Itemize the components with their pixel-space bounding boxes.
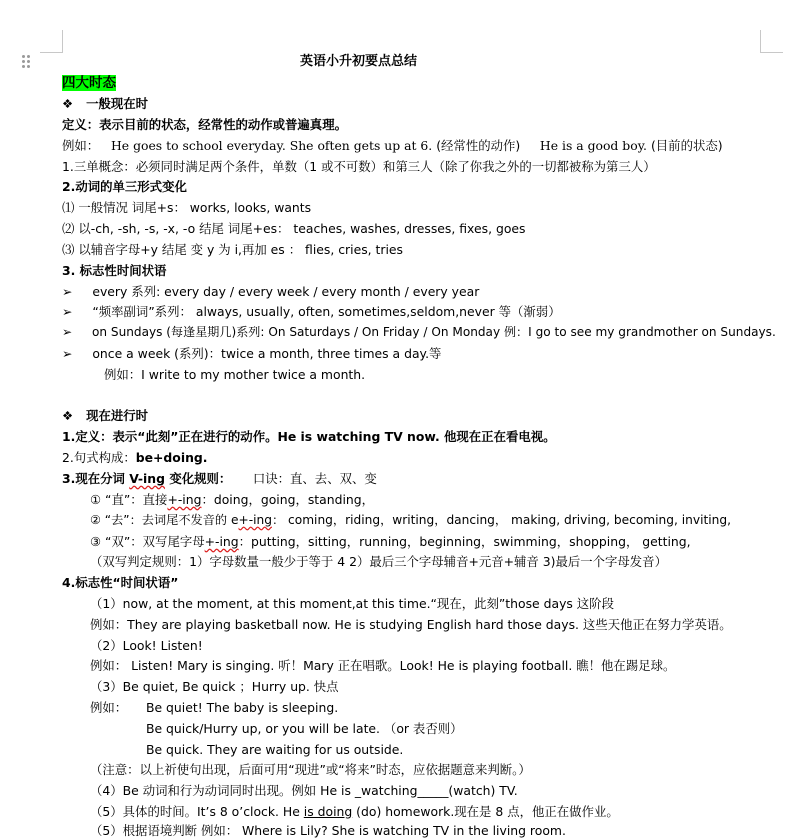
verb-rule-1: ⑴ 一般情况 词尾+s： works, looks, wants xyxy=(62,200,312,215)
diamond-bullet-icon: ❖ xyxy=(62,408,74,423)
arrow-bullet-icon: ➢ xyxy=(62,346,73,361)
time-markers-heading: 3. 标志性时间状语 xyxy=(62,263,167,278)
ving-rules-heading: 3.现在分词 V-ing 变化规则： 口诀：直、去、双、变 xyxy=(62,471,377,486)
present-continuous-definition: 1.定义：表示“此刻”正在进行的动作。He is watching TV now. 他现在正在看电视。 xyxy=(62,429,556,444)
continuous-time-3-example-label: 例如： xyxy=(90,700,128,715)
third-person-concept: 1.三单概念：必须同时满足两个条件，单数（1 或不可数）和第三人（除了你我之外的一切都被称为第三人） xyxy=(62,159,656,174)
imperative-note: （注意：以上祈使句出现，后面可用“现进”或“将来”时态，应依据题意来判断。） xyxy=(90,762,531,777)
crop-mark-top-left xyxy=(40,30,63,53)
continuous-time-6: （5）根据语境判断 例如： Where is Lily? She is watching TV in the living room. xyxy=(90,823,566,838)
continuous-time-3-example-2: Be quick/Hurry up, or you will be late. （or 表否则） xyxy=(146,721,463,736)
arrow-bullet-icon: ➢ xyxy=(62,284,73,299)
ving-rule-2: ② “去”：去词尾不发音的 e+-ing： coming，riding，writing，dancing， making, driving, becoming, inviting, xyxy=(90,513,731,527)
continuous-time-3-example-1: Be quiet! The baby is sleeping. xyxy=(146,700,339,715)
time-marker-item: ➢ once a week (系列)：twice a month, three times a day.等 xyxy=(62,346,442,361)
drag-handle-icon[interactable] xyxy=(22,55,32,71)
structure-line: 2.句式构成：be+doing. xyxy=(62,450,208,465)
time-marker-item: ➢ “频率副词”系列： always, usually, often, sometimes,seldom,never 等（渐弱） xyxy=(62,304,561,319)
continuous-time-heading: 4.标志性“时间状语” xyxy=(62,575,179,590)
verb-rule-2: ⑵ 以-ch, -sh, -s, -x, -o 结尾 词尾+es： teaches, washes, dresses, fixes, goes xyxy=(62,221,526,236)
ving-rule-3: ③ “双”：双写尾字母+-ing：putting，sitting，running，beginning，swimming，shopping， getting, xyxy=(90,534,691,549)
continuous-time-3: （3）Be quiet, Be quick ；Hurry up. 快点 xyxy=(90,679,339,694)
continuous-time-3-example-3: Be quick. They are waiting for us outside. xyxy=(146,742,404,757)
crop-mark-top-right xyxy=(760,30,783,53)
time-marker-item: ➢ every 系列: every day / every week / every month / every year xyxy=(62,284,480,299)
continuous-time-2-example: 例如： Listen! Mary is singing. 听！Mary 正在唱歌。Look! He is playing football. 瞧！他在踢足球。 xyxy=(90,658,676,673)
verb-rule-3: ⑶ 以辅音字母+y 结尾 变 y 为 i,再加 es ： flies, cries, tries xyxy=(62,242,404,257)
continuous-time-4: （4）Be 动词和行为动词同时出现。例如 He is _watching_____(watch) TV. xyxy=(90,783,518,798)
continuous-time-1: （1）now, at the moment, at this moment,at this time.“现在，此刻”those days 这阶段 xyxy=(90,596,614,611)
present-simple-heading: ❖ 一般现在时 xyxy=(62,96,149,111)
present-simple-example: 例如： He goes to school everyday. She often gets up at 6. (经常性的动作) He is a good boy. (目前的状态) xyxy=(62,138,723,153)
arrow-bullet-icon: ➢ xyxy=(62,325,73,339)
present-simple-definition: 定义：表示目前的状态，经常性的动作或普遍真理。 xyxy=(62,117,347,132)
continuous-time-5: （5）具体的时间。It’s 8 o’clock. He is doing (do) homework.现在是 8 点，他正在做作业。 xyxy=(90,804,619,819)
double-letter-rule: （双写判定规则：1）字母数量一般少于等于 4 2）最后三个字母辅音+元音+辅音 3)最后一个字母发音） xyxy=(90,554,667,569)
diamond-bullet-icon: ❖ xyxy=(62,96,74,111)
present-continuous-heading: ❖ 现在进行时 xyxy=(62,408,149,423)
time-marker-example: 例如：I write to my mother twice a month. xyxy=(104,367,366,382)
verb-forms-heading: 2.动词的单三形式变化 xyxy=(62,179,187,194)
arrow-bullet-icon: ➢ xyxy=(62,304,73,319)
document-title: 英语小升初要点总结 xyxy=(300,54,418,69)
time-marker-item: ➢ on Sundays (每逢星期几)系列: On Saturdays / On Friday / On Monday 例：I go to see my grandmother on Sundays. xyxy=(62,325,776,339)
continuous-time-1-example: 例如：They are playing basketball now. He is studying English hard those days. 这些天他正在努力学英语。 xyxy=(90,617,732,632)
ving-rule-1: ① “直”：直接+-ing：doing，going，standing， xyxy=(90,492,375,507)
tenses-heading-highlight: 四大时态 xyxy=(62,75,116,91)
continuous-time-2: （2）Look! Listen! xyxy=(90,638,203,653)
